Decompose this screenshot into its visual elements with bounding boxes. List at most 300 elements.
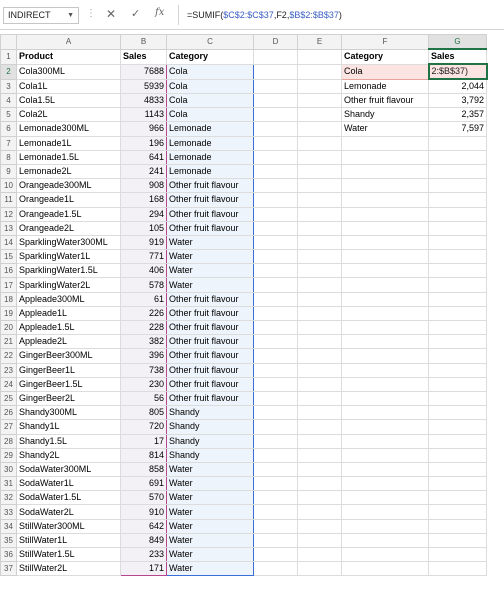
product-cell[interactable]: Orangeade1L — [17, 193, 121, 207]
sales-cell[interactable]: 814 — [121, 448, 167, 462]
category-cell[interactable]: Cola — [167, 64, 254, 79]
sales-cell[interactable]: 910 — [121, 505, 167, 519]
header-sales[interactable]: Sales — [121, 49, 167, 64]
cell-f[interactable] — [342, 235, 429, 249]
sales-cell[interactable]: 171 — [121, 562, 167, 576]
product-cell[interactable]: StillWater2L — [17, 562, 121, 576]
cell-e[interactable] — [298, 477, 342, 491]
product-cell[interactable]: SodaWater300ML — [17, 462, 121, 476]
cell-f[interactable] — [342, 179, 429, 193]
row-header[interactable]: 4 — [1, 94, 17, 108]
sales-cell[interactable]: 858 — [121, 462, 167, 476]
product-cell[interactable]: SparklingWater2L — [17, 278, 121, 292]
cell-f[interactable] — [342, 406, 429, 420]
cell-d[interactable] — [254, 377, 298, 391]
cell-g[interactable] — [429, 250, 487, 264]
cell-g[interactable] — [429, 164, 487, 178]
summary-sales-cell[interactable]: 2,044 — [429, 79, 487, 94]
summary-category-cell[interactable]: Lemonade — [342, 79, 429, 94]
cell-d[interactable] — [254, 533, 298, 547]
category-cell[interactable]: Water — [167, 235, 254, 249]
category-cell[interactable]: Other fruit flavour — [167, 193, 254, 207]
cell-g[interactable] — [429, 349, 487, 363]
category-cell[interactable]: Shandy — [167, 448, 254, 462]
category-cell[interactable]: Water — [167, 533, 254, 547]
product-cell[interactable]: Appleade1.5L — [17, 321, 121, 335]
category-cell[interactable]: Other fruit flavour — [167, 321, 254, 335]
cell-f[interactable] — [342, 420, 429, 434]
summary-header-sales[interactable]: Sales — [429, 49, 487, 64]
column-header-b[interactable]: B — [121, 35, 167, 50]
name-box[interactable] — [3, 7, 79, 24]
cell-e[interactable] — [298, 363, 342, 377]
category-cell[interactable]: Water — [167, 505, 254, 519]
sales-cell[interactable]: 691 — [121, 477, 167, 491]
product-cell[interactable]: SparklingWater1L — [17, 250, 121, 264]
cell-e[interactable] — [298, 164, 342, 178]
cell-g[interactable] — [429, 136, 487, 150]
row-header[interactable]: 22 — [1, 349, 17, 363]
cell-e[interactable] — [298, 150, 342, 164]
cell-g[interactable] — [429, 321, 487, 335]
summary-sales-cell[interactable]: 7,597 — [429, 122, 487, 136]
cell-f[interactable] — [342, 306, 429, 320]
cell-f[interactable] — [342, 448, 429, 462]
category-cell[interactable]: Other fruit flavour — [167, 363, 254, 377]
cell-f[interactable] — [342, 462, 429, 476]
cell-f[interactable] — [342, 363, 429, 377]
sales-cell[interactable]: 4833 — [121, 94, 167, 108]
sales-cell[interactable]: 396 — [121, 349, 167, 363]
product-cell[interactable]: Shandy1L — [17, 420, 121, 434]
cell-e[interactable] — [298, 136, 342, 150]
category-cell[interactable]: Lemonade — [167, 122, 254, 136]
cell-g[interactable] — [429, 278, 487, 292]
cell-e[interactable] — [298, 49, 342, 64]
row-header[interactable]: 27 — [1, 420, 17, 434]
row-header[interactable]: 11 — [1, 193, 17, 207]
cell-d[interactable] — [254, 94, 298, 108]
cell-e[interactable] — [298, 406, 342, 420]
cell-d[interactable] — [254, 321, 298, 335]
cell-d[interactable] — [254, 363, 298, 377]
formula-input[interactable] — [178, 5, 500, 25]
row-header[interactable]: 9 — [1, 164, 17, 178]
cell-d[interactable] — [254, 548, 298, 562]
sales-cell[interactable]: 7688 — [121, 64, 167, 79]
cell-d[interactable] — [254, 335, 298, 349]
category-cell[interactable]: Other fruit flavour — [167, 207, 254, 221]
cell-g[interactable] — [429, 150, 487, 164]
sales-cell[interactable]: 641 — [121, 150, 167, 164]
cell-d[interactable] — [254, 562, 298, 576]
cell-e[interactable] — [298, 462, 342, 476]
row-header[interactable]: 3 — [1, 79, 17, 94]
sales-cell[interactable]: 771 — [121, 250, 167, 264]
cell-e[interactable] — [298, 179, 342, 193]
cell-g[interactable] — [429, 306, 487, 320]
cell-e[interactable] — [298, 122, 342, 136]
cell-d[interactable] — [254, 406, 298, 420]
sales-cell[interactable]: 578 — [121, 278, 167, 292]
cell-g[interactable] — [429, 207, 487, 221]
summary-sales-cell[interactable]: 2,357 — [429, 108, 487, 122]
column-header-a[interactable]: A — [17, 35, 121, 50]
row-header[interactable]: 21 — [1, 335, 17, 349]
cell-f[interactable] — [342, 150, 429, 164]
cell-e[interactable] — [298, 420, 342, 434]
category-cell[interactable]: Lemonade — [167, 164, 254, 178]
cell-e[interactable] — [298, 193, 342, 207]
column-header-e[interactable]: E — [298, 35, 342, 50]
cell-g[interactable] — [429, 562, 487, 576]
summary-category-cell[interactable]: Other fruit flavour — [342, 94, 429, 108]
cell-d[interactable] — [254, 477, 298, 491]
cell-d[interactable] — [254, 420, 298, 434]
product-cell[interactable]: SodaWater2L — [17, 505, 121, 519]
cell-f[interactable] — [342, 264, 429, 278]
column-header-d[interactable]: D — [254, 35, 298, 50]
category-cell[interactable]: Other fruit flavour — [167, 306, 254, 320]
cell-e[interactable] — [298, 94, 342, 108]
category-cell[interactable]: Water — [167, 548, 254, 562]
cell-d[interactable] — [254, 49, 298, 64]
sales-cell[interactable]: 61 — [121, 292, 167, 306]
row-header[interactable]: 6 — [1, 122, 17, 136]
cell-g[interactable] — [429, 363, 487, 377]
cell-e[interactable] — [298, 221, 342, 235]
cell-f[interactable] — [342, 391, 429, 405]
sales-cell[interactable]: 966 — [121, 122, 167, 136]
product-cell[interactable]: Lemonade1L — [17, 136, 121, 150]
category-cell[interactable]: Lemonade — [167, 150, 254, 164]
row-header[interactable]: 5 — [1, 108, 17, 122]
cell-g[interactable] — [429, 406, 487, 420]
category-cell[interactable]: Water — [167, 477, 254, 491]
cell-f[interactable] — [342, 548, 429, 562]
product-cell[interactable]: StillWater1.5L — [17, 548, 121, 562]
row-header[interactable]: 35 — [1, 533, 17, 547]
cell-d[interactable] — [254, 306, 298, 320]
cell-f[interactable] — [342, 335, 429, 349]
cell-d[interactable] — [254, 64, 298, 79]
sales-cell[interactable]: 849 — [121, 533, 167, 547]
cell-d[interactable] — [254, 349, 298, 363]
cell-e[interactable] — [298, 79, 342, 94]
product-cell[interactable]: StillWater1L — [17, 533, 121, 547]
cell-f[interactable] — [342, 164, 429, 178]
sales-cell[interactable]: 196 — [121, 136, 167, 150]
product-cell[interactable]: Shandy1.5L — [17, 434, 121, 448]
cell-f[interactable] — [342, 491, 429, 505]
cell-e[interactable] — [298, 434, 342, 448]
cell-e[interactable] — [298, 391, 342, 405]
product-cell[interactable]: GingerBeer2L — [17, 391, 121, 405]
sales-cell[interactable]: 805 — [121, 406, 167, 420]
cell-d[interactable] — [254, 207, 298, 221]
product-cell[interactable]: StillWater300ML — [17, 519, 121, 533]
row-header[interactable]: 23 — [1, 363, 17, 377]
cell-e[interactable] — [298, 377, 342, 391]
row-header[interactable]: 17 — [1, 278, 17, 292]
cell-f[interactable] — [342, 193, 429, 207]
cell-d[interactable] — [254, 519, 298, 533]
cell-e[interactable] — [298, 250, 342, 264]
sales-cell[interactable]: 738 — [121, 363, 167, 377]
row-header[interactable]: 26 — [1, 406, 17, 420]
sales-cell[interactable]: 294 — [121, 207, 167, 221]
sales-cell[interactable]: 642 — [121, 519, 167, 533]
cancel-icon[interactable]: ✕ — [106, 7, 117, 21]
cell-g[interactable] — [429, 264, 487, 278]
product-cell[interactable]: Cola1.5L — [17, 94, 121, 108]
product-cell[interactable]: SodaWater1.5L — [17, 491, 121, 505]
cell-d[interactable] — [254, 462, 298, 476]
category-cell[interactable]: Water — [167, 250, 254, 264]
product-cell[interactable]: Cola300ML — [17, 64, 121, 79]
sales-cell[interactable]: 228 — [121, 321, 167, 335]
product-cell[interactable]: Orangeade1.5L — [17, 207, 121, 221]
cell-g[interactable] — [429, 420, 487, 434]
cell-f[interactable] — [342, 505, 429, 519]
row-header[interactable]: 19 — [1, 306, 17, 320]
category-cell[interactable]: Other fruit flavour — [167, 335, 254, 349]
cell-d[interactable] — [254, 292, 298, 306]
header-product[interactable]: Product — [17, 49, 121, 64]
column-header-f[interactable]: F — [342, 35, 429, 50]
active-edit-cell[interactable]: 2:$B$37) — [429, 64, 487, 79]
sales-cell[interactable]: 105 — [121, 221, 167, 235]
cell-f[interactable] — [342, 519, 429, 533]
cell-d[interactable] — [254, 491, 298, 505]
product-cell[interactable]: SparklingWater300ML — [17, 235, 121, 249]
row-header[interactable]: 28 — [1, 434, 17, 448]
row-header[interactable]: 15 — [1, 250, 17, 264]
cell-e[interactable] — [298, 278, 342, 292]
column-header-c[interactable]: C — [167, 35, 254, 50]
cell-g[interactable] — [429, 335, 487, 349]
product-cell[interactable]: Shandy2L — [17, 448, 121, 462]
cell-g[interactable] — [429, 505, 487, 519]
category-cell[interactable]: Cola — [167, 94, 254, 108]
category-cell[interactable]: Shandy — [167, 406, 254, 420]
cell-g[interactable] — [429, 434, 487, 448]
cell-e[interactable] — [298, 306, 342, 320]
product-cell[interactable]: Appleade2L — [17, 335, 121, 349]
row-header[interactable]: 29 — [1, 448, 17, 462]
cell-f[interactable] — [342, 477, 429, 491]
row-header[interactable]: 37 — [1, 562, 17, 576]
summary-sales-cell[interactable]: 3,792 — [429, 94, 487, 108]
category-cell[interactable]: Other fruit flavour — [167, 292, 254, 306]
cell-e[interactable] — [298, 562, 342, 576]
cell-d[interactable] — [254, 122, 298, 136]
cell-g[interactable] — [429, 448, 487, 462]
row-header[interactable]: 36 — [1, 548, 17, 562]
category-cell[interactable]: Other fruit flavour — [167, 391, 254, 405]
product-cell[interactable]: Cola2L — [17, 108, 121, 122]
sales-cell[interactable]: 5939 — [121, 79, 167, 94]
cell-e[interactable] — [298, 264, 342, 278]
sales-cell[interactable]: 908 — [121, 179, 167, 193]
cell-e[interactable] — [298, 235, 342, 249]
cell-g[interactable] — [429, 533, 487, 547]
cell-d[interactable] — [254, 221, 298, 235]
row-header[interactable]: 1 — [1, 49, 17, 64]
cell-f[interactable] — [342, 349, 429, 363]
row-header[interactable]: 18 — [1, 292, 17, 306]
cell-d[interactable] — [254, 434, 298, 448]
category-cell[interactable]: Shandy — [167, 420, 254, 434]
sales-cell[interactable]: 226 — [121, 306, 167, 320]
more-options-icon[interactable]: ⋮ — [86, 8, 96, 19]
summary-category-cell[interactable]: Shandy — [342, 108, 429, 122]
sales-cell[interactable]: 233 — [121, 548, 167, 562]
row-header[interactable]: 25 — [1, 391, 17, 405]
enter-check-icon[interactable]: ✓ — [131, 8, 141, 20]
product-cell[interactable]: Lemonade2L — [17, 164, 121, 178]
cell-g[interactable] — [429, 235, 487, 249]
row-header[interactable]: 32 — [1, 491, 17, 505]
category-cell[interactable]: Lemonade — [167, 136, 254, 150]
cell-e[interactable] — [298, 349, 342, 363]
cell-f[interactable] — [342, 207, 429, 221]
cell-e[interactable] — [298, 505, 342, 519]
category-cell[interactable]: Other fruit flavour — [167, 179, 254, 193]
cell-e[interactable] — [298, 321, 342, 335]
summary-category-cell[interactable]: Water — [342, 122, 429, 136]
sales-cell[interactable]: 230 — [121, 377, 167, 391]
cell-f[interactable] — [342, 221, 429, 235]
product-cell[interactable]: Lemonade1.5L — [17, 150, 121, 164]
product-cell[interactable]: Cola1L — [17, 79, 121, 94]
row-header[interactable]: 33 — [1, 505, 17, 519]
sales-cell[interactable]: 406 — [121, 264, 167, 278]
sales-cell[interactable]: 241 — [121, 164, 167, 178]
cell-f[interactable] — [342, 321, 429, 335]
cell-d[interactable] — [254, 264, 298, 278]
product-cell[interactable]: GingerBeer1.5L — [17, 377, 121, 391]
cell-d[interactable] — [254, 179, 298, 193]
product-cell[interactable]: SodaWater1L — [17, 477, 121, 491]
cell-e[interactable] — [298, 64, 342, 79]
cell-g[interactable] — [429, 462, 487, 476]
column-header-g[interactable]: G — [429, 35, 487, 50]
cell-g[interactable] — [429, 477, 487, 491]
product-cell[interactable]: SparklingWater1.5L — [17, 264, 121, 278]
summary-header-category[interactable]: Category — [342, 49, 429, 64]
sales-cell[interactable]: 17 — [121, 434, 167, 448]
category-cell[interactable]: Water — [167, 491, 254, 505]
cell-g[interactable] — [429, 519, 487, 533]
cell-f[interactable] — [342, 278, 429, 292]
row-header[interactable]: 20 — [1, 321, 17, 335]
cell-f[interactable] — [342, 562, 429, 576]
cell-f[interactable] — [342, 434, 429, 448]
cell-f[interactable] — [342, 533, 429, 547]
category-cell[interactable]: Water — [167, 562, 254, 576]
sales-cell[interactable]: 570 — [121, 491, 167, 505]
row-header[interactable]: 2 — [1, 64, 17, 79]
row-header[interactable]: 31 — [1, 477, 17, 491]
row-header[interactable]: 14 — [1, 235, 17, 249]
category-cell[interactable]: Shandy — [167, 434, 254, 448]
cell-e[interactable] — [298, 448, 342, 462]
product-cell[interactable]: Orangeade2L — [17, 221, 121, 235]
cell-d[interactable] — [254, 278, 298, 292]
category-cell[interactable]: Cola — [167, 108, 254, 122]
sales-cell[interactable]: 1143 — [121, 108, 167, 122]
cell-e[interactable] — [298, 292, 342, 306]
cell-e[interactable] — [298, 491, 342, 505]
chevron-down-icon[interactable]: ▼ — [67, 12, 74, 19]
product-cell[interactable]: Shandy300ML — [17, 406, 121, 420]
cell-g[interactable] — [429, 391, 487, 405]
select-all-corner[interactable] — [1, 35, 17, 50]
cell-d[interactable] — [254, 108, 298, 122]
cell-e[interactable] — [298, 533, 342, 547]
row-header[interactable]: 34 — [1, 519, 17, 533]
row-header[interactable]: 16 — [1, 264, 17, 278]
cell-d[interactable] — [254, 235, 298, 249]
product-cell[interactable]: Orangeade300ML — [17, 179, 121, 193]
cell-f[interactable] — [342, 377, 429, 391]
insert-function-icon[interactable]: fx — [155, 7, 165, 18]
cell-g[interactable] — [429, 377, 487, 391]
row-header[interactable]: 13 — [1, 221, 17, 235]
cell-e[interactable] — [298, 519, 342, 533]
cell-g[interactable] — [429, 491, 487, 505]
cell-g[interactable] — [429, 179, 487, 193]
category-cell[interactable]: Water — [167, 264, 254, 278]
row-header[interactable]: 12 — [1, 207, 17, 221]
cell-d[interactable] — [254, 505, 298, 519]
cell-d[interactable] — [254, 79, 298, 94]
product-cell[interactable]: GingerBeer1L — [17, 363, 121, 377]
category-cell[interactable]: Other fruit flavour — [167, 377, 254, 391]
sales-cell[interactable]: 919 — [121, 235, 167, 249]
sales-cell[interactable]: 382 — [121, 335, 167, 349]
cell-e[interactable] — [298, 548, 342, 562]
row-header[interactable]: 8 — [1, 150, 17, 164]
cell-f[interactable] — [342, 136, 429, 150]
category-cell[interactable]: Water — [167, 519, 254, 533]
row-header[interactable]: 7 — [1, 136, 17, 150]
cell-e[interactable] — [298, 207, 342, 221]
product-cell[interactable]: Appleade300ML — [17, 292, 121, 306]
cell-f[interactable] — [342, 292, 429, 306]
cell-f[interactable] — [342, 250, 429, 264]
cell-e[interactable] — [298, 335, 342, 349]
cell-e[interactable] — [298, 108, 342, 122]
product-cell[interactable]: GingerBeer300ML — [17, 349, 121, 363]
header-category[interactable]: Category — [167, 49, 254, 64]
product-cell[interactable]: Lemonade300ML — [17, 122, 121, 136]
product-cell[interactable]: Appleade1L — [17, 306, 121, 320]
cell-g[interactable] — [429, 548, 487, 562]
cell-g[interactable] — [429, 193, 487, 207]
cell-g[interactable] — [429, 221, 487, 235]
cell-g[interactable] — [429, 292, 487, 306]
sales-cell[interactable]: 56 — [121, 391, 167, 405]
category-cell[interactable]: Cola — [167, 79, 254, 94]
row-header[interactable]: 10 — [1, 179, 17, 193]
cell-d[interactable] — [254, 448, 298, 462]
cell-d[interactable] — [254, 164, 298, 178]
sales-cell[interactable]: 720 — [121, 420, 167, 434]
category-cell[interactable]: Other fruit flavour — [167, 221, 254, 235]
row-header[interactable]: 24 — [1, 377, 17, 391]
